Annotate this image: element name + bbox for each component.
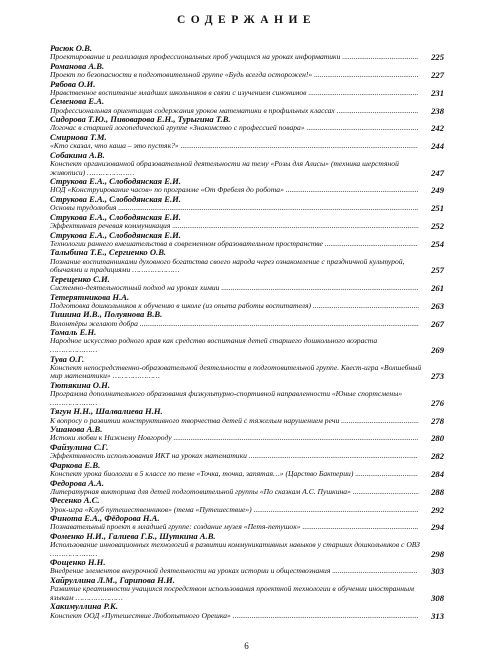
toc-entry xyxy=(50,115,444,133)
toc-entry xyxy=(50,151,444,177)
toc-entry-page: 278 xyxy=(431,415,444,426)
toc-entry-author: Струкова Е.А., Слободянская Е.И. xyxy=(50,230,181,240)
toc-entry xyxy=(50,461,444,479)
toc-entry-title: НОД «Конструирование часов» по программе «От Фребеля до робота» ...................................................................... xyxy=(50,186,419,195)
toc-entry-page: 284 xyxy=(431,468,444,479)
toc-entry-title: Программа дополнительного образования физкультурно-спортивной направленности «Юные спортсмены» ………………… xyxy=(50,390,403,407)
toc-entry-author: Фесенко А.С. xyxy=(50,496,100,506)
toc-entry-title: Использование инновационных технологий в развитии коммуникативных навыков у старших дошкольников с ОВЗ ………………… xyxy=(50,541,420,558)
toc-entry-page: 261 xyxy=(431,282,444,293)
toc-entry-author: Хайруллина Л.М., Гарипова Н.И. xyxy=(50,576,175,586)
toc-entry xyxy=(50,514,444,532)
toc-entry-author: Томаль Е.Н. xyxy=(50,328,97,338)
toc-entry-author: Финота Е.А., Фёдорова Н.А. xyxy=(50,514,160,524)
toc-entry-page: 273 xyxy=(431,371,444,382)
toc-entry-author: Тягун Н.Н., Шалвалиева Н.Н. xyxy=(50,407,163,417)
toc-entry-title: Эффективность использования ИКТ на уроках математики ......................................................................................... xyxy=(50,452,418,461)
toc-entry-title: «Кто сказал, что каша – это пустяк?» ............................................................................................................................. xyxy=(50,142,418,151)
toc-entry xyxy=(50,97,444,115)
toc-entry-title: Развитие креативности учащихся посредством использования проектной технологии в обучении иностранным языкам ………………… xyxy=(50,585,414,602)
toc-entry xyxy=(50,195,444,213)
toc-entry xyxy=(50,133,444,151)
toc-entry-page: 308 xyxy=(431,592,444,603)
toc-entry-page: 313 xyxy=(431,610,444,621)
toc-entry xyxy=(50,213,444,231)
toc-entry-page: 292 xyxy=(431,504,444,515)
toc-entry-title: Волонтёры желают добра ................................................................................................................................................... xyxy=(50,319,419,328)
toc-entry xyxy=(50,248,444,274)
toc-entry xyxy=(50,381,444,407)
toc-entry-page: 249 xyxy=(431,185,444,196)
toc-entry-page: 294 xyxy=(431,522,444,533)
toc-entry-author: Ушанова А.В. xyxy=(50,425,103,435)
toc-entry xyxy=(50,293,444,311)
toc-entry-page: 247 xyxy=(431,167,444,178)
toc-entry-title: Народное искусство родного края как средство воспитания детей старшего дошкольного возраста ………………… xyxy=(50,337,378,354)
toc-entry-page: 257 xyxy=(431,265,444,276)
toc-entry-author: Тишина И.В., Полуянова В.В. xyxy=(50,310,163,320)
toc-entry xyxy=(50,177,444,195)
toc-entry xyxy=(50,407,444,425)
toc-entry-title: Конспект урока биологии в 5 классе по теме «Точка, точка, запятая…» (Царство Бактерии) ................................. xyxy=(50,469,418,478)
toc-entry-author: Тетерятникова Н.А. xyxy=(50,292,130,302)
toc-entry xyxy=(50,44,444,62)
toc-entry-title: К вопросу о развитии конструктивного творчества детей с тяжелым нарушением речи ......................................... xyxy=(50,416,420,425)
table-of-contents xyxy=(50,44,444,620)
toc-entry-title: Литературная викторина для детей подготовительной группы «По сказкам А.С. Пушкина» ................................... xyxy=(50,487,420,496)
toc-entry-author: Струкова Е.А., Слободянская Е.И. xyxy=(50,177,181,187)
toc-entry-page: 303 xyxy=(431,566,444,577)
toc-entry-author: Терещенко С.И. xyxy=(50,274,110,284)
toc-entry-page: 227 xyxy=(431,70,444,80)
toc-entry xyxy=(50,602,444,620)
toc-entry-author: Талыбина Т.Е., Сергиенко О.В. xyxy=(50,248,167,258)
page-title: СОДЕРЖАНИЕ xyxy=(176,14,317,26)
toc-entry-page: 267 xyxy=(431,318,444,329)
toc-entry-author: Романова А.В. xyxy=(50,61,105,71)
toc-entry-title: Конспект ООД «Путешествие Любопытного Орешка» .................................................................................................. xyxy=(50,611,419,620)
toc-entry-title: Проект по безопасности в подготовительной группе «Будь всегда осторожен!» ....................................................... xyxy=(50,71,419,79)
page-number: 6 xyxy=(244,641,249,651)
toc-entry-page: 225 xyxy=(431,52,444,63)
toc-entry xyxy=(50,532,444,558)
toc-entry-page: 254 xyxy=(431,238,444,249)
toc-entry xyxy=(50,275,444,293)
toc-entry-title: Основы трудолюбия .............................................................................................................................................................. xyxy=(50,204,419,213)
toc-entry-page: 298 xyxy=(431,548,444,559)
toc-entry-title: Истоки любви к Нижнему Новгороду ................................................................................................................................. xyxy=(50,434,419,443)
toc-entry-author: Расюк О.В. xyxy=(50,44,93,53)
toc-entry-title: Конспект организованной образовательной деятельности на тему «Розы для Алисы» (техника шерстяной живописи) ………………… xyxy=(50,159,399,177)
toc-entry-title: Логочас в старшей логопедической группе «Знакомство с профессией повара» ........................................................... xyxy=(50,124,419,133)
toc-entry-page: 242 xyxy=(431,123,444,134)
toc-entry-author: Собакина А.В. xyxy=(50,150,105,160)
toc-entry xyxy=(50,231,444,249)
toc-entry-page: 288 xyxy=(431,486,444,497)
toc-entry-title: Познавательный проект в младшей группе: создание музея «Петя-петушок» ............................................................. xyxy=(50,523,419,532)
toc-entry xyxy=(50,576,444,602)
toc-entry-author: Фоменко Н.И., Галиева Г.Б., Шуткина А.В. xyxy=(50,531,216,541)
toc-entry xyxy=(50,443,444,461)
toc-entry-page: 244 xyxy=(431,141,444,152)
toc-entry xyxy=(50,425,444,443)
toc-entry-page: 276 xyxy=(431,397,444,408)
toc-entry-author: Фаркова Е.В. xyxy=(50,460,101,470)
toc-entry-title: Технологии раннего вмешательства в современном образовательном пространстве ................................................. xyxy=(50,239,418,248)
toc-entry-title: Проектирование и реализация профессиональных проб учащихся на уроках информатики ........................................ xyxy=(50,53,419,62)
toc-entry xyxy=(50,496,444,514)
toc-entry-title: Урок-игра «Клуб путешественников» (тема «Путешествие») ....................................................................................... xyxy=(50,505,419,514)
toc-entry-page: 231 xyxy=(431,87,444,98)
toc-entry-page: 269 xyxy=(431,344,444,355)
toc-entry-author: Струкова Е.А., Слободянская Е.И. xyxy=(50,194,181,204)
toc-entry-author: Фощенко Н.Н. xyxy=(50,558,106,568)
toc-entry xyxy=(50,328,444,354)
toc-entry-page: 238 xyxy=(431,105,444,116)
toc-entry-page: 282 xyxy=(431,451,444,462)
toc-entry-title: Внедрение элементов внеурочной деятельности на уроках истории и обществознания ............................................. xyxy=(50,567,418,576)
toc-entry-author: Семенова Е.А. xyxy=(50,97,105,107)
toc-entry-page: 263 xyxy=(431,300,444,311)
toc-entry xyxy=(50,62,444,80)
toc-entry xyxy=(50,310,444,328)
toc-entry-title: Нравственное воспитание младших школьников в связи с изучением синонимов .......................................................... xyxy=(50,88,419,97)
toc-entry-page: 252 xyxy=(431,220,444,231)
toc-entry-page: 280 xyxy=(431,433,444,444)
toc-entry-author: Хакимуллина Р.К. xyxy=(50,602,118,612)
toc-entry xyxy=(50,479,444,497)
toc-entry-title: Познание воспитанниками духовного богатства своего народа через ознакомление с праздничной культурой, обычаями и традициями ………………… xyxy=(50,257,405,275)
toc-entry-title: Системно-деятельностный подход на уроках химии ........................................................................................................ xyxy=(50,283,419,292)
toc-entry-author: Тува О.Г. xyxy=(50,354,85,364)
toc-entry-author: Тютякина О.Н. xyxy=(50,380,110,390)
toc-entry-title: Подготовка дошкольников к обучению в школе (из опыта работы воспитателя) ........................................................ xyxy=(50,301,420,310)
toc-entry-author: Сидорова Т.Ю., Пивоварова Е.Н., Турыгина Т.В. xyxy=(50,115,231,125)
toc-entry xyxy=(50,80,444,98)
toc-entry-author: Рябова О.И. xyxy=(50,79,96,89)
toc-entry-title: Эффективная речевая коммуникация .................................................................................................................................. xyxy=(50,221,420,230)
toc-entry-author: Струкова Е.А., Слободянская Е.И. xyxy=(50,212,181,222)
toc-entry-author: Файзулина С.Г. xyxy=(50,442,109,452)
toc-entry-page: 251 xyxy=(431,203,444,214)
toc-entry-author: Федорова А.А. xyxy=(50,478,105,488)
toc-entry-author: Смирнова Т.М. xyxy=(50,132,107,142)
toc-entry xyxy=(50,558,444,576)
toc-entry-title: Конспект непосредственно-образовательной деятельности в подготовительной группе. Квест-игра «Волшебный мир математики» ………………… xyxy=(50,363,422,381)
toc-entry xyxy=(50,355,444,381)
toc-entry-title: Профессиональная ориентация содержания уроков математики в профильных классах ........................................... xyxy=(50,106,419,115)
